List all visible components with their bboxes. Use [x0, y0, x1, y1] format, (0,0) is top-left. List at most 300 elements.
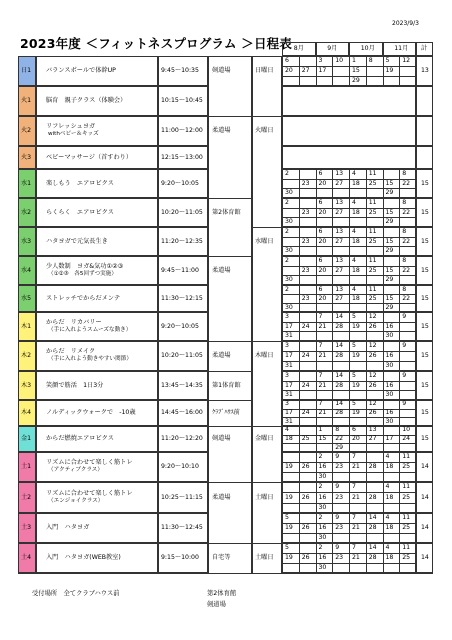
session-date: 19 [385, 67, 394, 74]
session-date: 27 [368, 435, 377, 442]
session-date: 25 [402, 524, 411, 531]
calendar-col-line [349, 227, 350, 256]
calendar-col-line [349, 256, 350, 285]
session-date: 8 [402, 198, 407, 206]
session-date: 21 [352, 493, 360, 501]
calendar-col-line [399, 452, 400, 482]
calendar-col-line [349, 371, 350, 400]
session-date: 14 [335, 312, 344, 320]
session-date: 16 [385, 322, 394, 330]
session-date: 9 [335, 483, 340, 491]
calendar-col-line [332, 341, 333, 371]
session-date: 14 [368, 514, 377, 521]
session-date: 2 [318, 544, 323, 551]
session-date: 25 [368, 294, 377, 302]
session-date: 2 [285, 198, 289, 206]
calendar-col-line [299, 169, 300, 198]
session-total: 14 [421, 463, 429, 470]
calendar-col-line [316, 400, 317, 426]
page-title: 2023年度 ＜フィットネスプログラム ＞日程表 [20, 36, 293, 51]
session-date: 2 [318, 483, 323, 491]
program-weekday: 金曜日 [255, 435, 274, 442]
session-date: 29 [385, 303, 394, 311]
calendar-col-line [332, 371, 333, 400]
session-date: 3 [285, 342, 289, 349]
calendar-col-line [299, 543, 300, 573]
calendar-col-line [316, 285, 317, 312]
calendar-col-line [399, 198, 400, 227]
session-date: 16 [385, 352, 394, 359]
session-date: 16 [318, 554, 327, 561]
program-note: （①②③ 各5回ずつ実施） [48, 270, 117, 277]
session-date: 24 [301, 322, 310, 330]
session-date: 13 [335, 169, 344, 177]
session-date: 5 [285, 544, 289, 551]
calendar-col-line [366, 285, 367, 312]
calendar-col-line [366, 312, 367, 341]
session-date: 28 [368, 554, 377, 561]
day-code: 水2 [21, 208, 32, 216]
session-date: 7 [352, 514, 356, 521]
calendar-col-line [366, 400, 367, 426]
session-date: 23 [335, 554, 344, 561]
session-date: 18 [352, 294, 360, 302]
calendar-col-line [399, 312, 400, 341]
session-date: 11 [368, 169, 377, 177]
session-date: 31 [285, 332, 293, 340]
session-total: 14 [421, 493, 429, 501]
program-name: らくらく エアロビクス [46, 208, 114, 216]
session-date: 15 [385, 294, 394, 302]
calendar-col-line [316, 371, 317, 400]
session-date: 24 [301, 409, 310, 416]
weekday-cell [252, 256, 282, 285]
calendar-col-line [349, 341, 350, 371]
session-date: 2 [285, 169, 289, 177]
weekday-cell [252, 452, 282, 482]
session-date: 29 [352, 77, 360, 84]
day-code: 木1 [21, 322, 32, 330]
calendar-cell [282, 146, 416, 169]
session-date: 19 [285, 554, 293, 561]
session-date: 5 [352, 342, 356, 349]
session-date: 21 [318, 409, 327, 416]
session-date: 20 [285, 67, 293, 74]
session-total: 13 [421, 67, 429, 74]
session-date: 8 [402, 227, 407, 235]
session-date: 7 [352, 483, 356, 491]
day-code: 土4 [21, 554, 32, 561]
calendar-col-line [316, 312, 317, 341]
session-date: 15 [318, 435, 327, 442]
program-time: 11:30～12:45 [161, 524, 203, 531]
session-date: 28 [368, 493, 377, 501]
calendar-col-line [299, 482, 300, 513]
program-name: 脳育 親子クラス（体験会） [46, 97, 127, 104]
session-date: 30 [285, 218, 293, 226]
day-code: 木4 [21, 409, 32, 416]
calendar-col-line [332, 482, 333, 513]
session-date: 20 [352, 435, 360, 442]
program-name: 笑顔で筋活 1日3分 [46, 381, 104, 389]
program-time: 10:25～11:15 [161, 493, 203, 501]
session-total: 15 [421, 294, 429, 302]
session-date: 9 [402, 342, 407, 349]
session-date: 6 [285, 57, 289, 64]
program-place: 第1体育館 [212, 381, 241, 389]
session-date: 19 [285, 493, 293, 501]
session-total: 15 [421, 352, 429, 359]
program-name: リズムに合わせて楽しく筋トレ [46, 459, 133, 466]
calendar-col-line [299, 426, 300, 452]
month-label: 9月 [327, 45, 338, 52]
day-code: 水1 [21, 179, 32, 187]
weekday-cell [252, 198, 282, 227]
schedule-table [18, 42, 433, 573]
program-place: 剣道場 [212, 435, 231, 442]
program-name: ハタヨガで元気長生き [46, 237, 108, 245]
session-date: 11 [402, 483, 411, 491]
session-date: 14 [335, 371, 344, 379]
month-label: 10月 [360, 45, 375, 52]
calendar-col-line [299, 513, 300, 543]
program-time: 9:20～10:05 [161, 322, 199, 330]
calendar-col-line [399, 285, 400, 312]
program-time: 11:00～12:00 [161, 127, 203, 134]
program-name: リフレッシュヨガ [46, 123, 96, 130]
calendar-col-line [316, 482, 317, 513]
session-date: 8 [335, 426, 340, 434]
program-name: リズムに合わせて楽しく筋トレ [46, 489, 133, 497]
calendar-col-line [349, 169, 350, 198]
calendar-col-line [399, 543, 400, 573]
calendar-col-line [383, 371, 384, 400]
session-date: 26 [368, 409, 377, 416]
session-date: 13 [335, 256, 344, 264]
session-date: 2 [285, 256, 289, 264]
program-time: 9:20～10:05 [161, 179, 199, 187]
weekday-cell [252, 86, 282, 116]
calendar-col-line [332, 198, 333, 227]
session-date: 8 [368, 57, 373, 64]
session-date: 15 [385, 208, 394, 216]
session-date: 29 [385, 247, 394, 255]
program-name: からだ燃焼エアロビクス [46, 435, 114, 442]
calendar-col-line [383, 341, 384, 371]
calendar-col-line [383, 256, 384, 285]
calendar-col-line [332, 227, 333, 256]
calendar-col-line [332, 513, 333, 543]
program-note: （手に入れようスムーズな動き） [48, 326, 132, 333]
total-cell [416, 86, 433, 116]
session-date: 30 [285, 276, 293, 284]
session-date: 22 [402, 237, 411, 245]
session-date: 13 [368, 426, 377, 434]
session-date: 10 [402, 426, 411, 434]
calendar-col-line [349, 543, 350, 573]
session-date: 22 [402, 266, 411, 274]
session-date: 27 [335, 237, 344, 245]
calendar-col-line [366, 513, 367, 543]
session-date: 14 [335, 400, 344, 408]
session-date: 19 [352, 409, 360, 416]
session-date: 19 [352, 352, 360, 359]
session-date: 1 [318, 426, 323, 434]
session-total: 15 [421, 381, 429, 389]
calendar-col-line [332, 400, 333, 426]
session-date: 18 [352, 266, 360, 274]
calendar-col-line [299, 400, 300, 426]
program-note: （アクティブクラス） [48, 467, 103, 473]
session-date: 11 [402, 453, 411, 460]
session-date: 18 [385, 524, 394, 531]
session-date: 23 [301, 208, 310, 216]
day-code: 火2 [21, 127, 32, 134]
program-place: 柔道場 [212, 266, 231, 274]
session-date: 20 [318, 179, 327, 187]
session-date: 16 [318, 524, 327, 531]
calendar-col-line [399, 426, 400, 452]
session-date: 23 [335, 524, 344, 531]
calendar-col-line [316, 227, 317, 256]
session-date: 12 [368, 312, 377, 320]
session-date: 13 [335, 227, 344, 235]
session-date: 25 [368, 237, 377, 245]
program-name: 入門 ハタヨガ [46, 524, 90, 531]
session-date: 29 [335, 443, 344, 451]
program-time: 9:45～10:35 [161, 67, 199, 74]
session-date: 4 [385, 483, 390, 491]
session-date: 6 [318, 285, 323, 293]
day-code: 日1 [21, 67, 32, 74]
calendar-col-line [299, 371, 300, 400]
calendar-col-line [316, 543, 317, 573]
session-date: 14 [335, 342, 344, 349]
calendar-col-line [399, 371, 400, 400]
session-date: 22 [335, 435, 344, 442]
calendar-col-line [383, 513, 384, 543]
session-date: 5 [285, 514, 289, 521]
session-date: 11 [402, 544, 411, 551]
calendar-col-line [366, 227, 367, 256]
session-date: 21 [318, 381, 327, 389]
program-place: 自宅等 [212, 554, 231, 561]
session-date: 23 [335, 463, 344, 470]
calendar-col-line [316, 56, 317, 86]
program-name: ストレッチでからだメンテ [46, 294, 121, 302]
program-name: バランスボールで体幹UP [46, 67, 116, 74]
session-date: 2 [285, 227, 289, 235]
session-date: 18 [385, 554, 394, 561]
place-cell [208, 169, 252, 198]
session-date: 26 [301, 524, 310, 531]
session-date: 25 [402, 463, 411, 470]
calendar-col-line [383, 452, 384, 482]
session-date: 16 [318, 463, 327, 470]
calendar-col-line [332, 312, 333, 341]
session-date: 26 [301, 554, 310, 561]
calendar-col-line [316, 169, 317, 198]
program-name: からだ リカバリー [46, 318, 102, 326]
program-time: 13:45～14:35 [161, 381, 203, 389]
session-date: 11 [368, 256, 377, 264]
session-date: 23 [301, 237, 310, 245]
weekday-cell [252, 285, 282, 312]
session-date: 2 [318, 514, 323, 521]
session-date: 9 [335, 544, 340, 551]
calendar-col-line [399, 56, 400, 86]
session-date: 4 [352, 256, 356, 264]
session-date: 6 [318, 256, 323, 264]
session-date: 20 [318, 266, 327, 274]
calendar-col-line [316, 341, 317, 371]
issue-date: 2023/9/3 [392, 20, 419, 27]
session-date: 19 [352, 322, 360, 330]
session-date: 30 [318, 473, 327, 480]
place-cell [208, 227, 252, 256]
session-date: 6 [352, 426, 356, 434]
session-date: 27 [335, 179, 344, 187]
session-date: 17 [285, 381, 293, 389]
session-total: 15 [421, 435, 429, 442]
calendar-col-line [332, 256, 333, 285]
session-date: 12 [368, 342, 377, 349]
program-place: 第2体育館 [212, 208, 241, 216]
program-note: withベビー＆キッズ [48, 131, 99, 137]
session-date: 24 [301, 352, 310, 359]
session-date: 2 [285, 285, 289, 293]
weekday-cell [252, 371, 282, 400]
calendar-col-line [299, 56, 300, 86]
day-code: 金1 [21, 435, 32, 442]
session-total: 15 [421, 179, 429, 187]
session-date: 7 [318, 342, 323, 349]
calendar-col-line [316, 452, 317, 482]
program-time: 14:45～16:00 [161, 409, 203, 416]
session-date: 19 [352, 381, 360, 389]
session-date: 18 [352, 208, 360, 216]
table-bottom-line [18, 573, 433, 574]
calendar-col-line [349, 56, 350, 86]
day-code: 火3 [21, 153, 32, 161]
session-date: 28 [335, 352, 344, 359]
calendar-col-line [332, 56, 333, 86]
calendar-col-line [299, 227, 300, 256]
session-date: 11 [368, 198, 377, 206]
session-date: 27 [335, 266, 344, 274]
calendar-col-line [349, 426, 350, 452]
session-date: 8 [402, 256, 407, 264]
program-time: 10:15～10:45 [161, 97, 203, 104]
program-weekday: 木曜日 [255, 352, 274, 359]
program-name: 少人数制 ヨガ&気功①②③ [46, 262, 124, 270]
total-cell [416, 116, 433, 146]
session-total: 14 [421, 524, 429, 531]
program-time: 10:20～11:05 [161, 352, 203, 359]
calendar-col-line [366, 452, 367, 482]
program-time: 12:15～13:00 [161, 153, 203, 161]
session-date: 13 [335, 285, 344, 293]
session-date: 11 [368, 227, 377, 235]
calendar-col-line [349, 482, 350, 513]
session-date: 21 [318, 352, 327, 359]
calendar-col-line [366, 256, 367, 285]
session-date: 4 [352, 285, 356, 293]
session-date: 30 [385, 417, 394, 425]
weekday-cell [252, 513, 282, 543]
day-code: 木2 [21, 352, 32, 359]
program-place: 柔道場 [212, 127, 231, 134]
session-date: 9 [402, 400, 407, 408]
calendar-col-line [299, 341, 300, 371]
calendar-col-line [332, 452, 333, 482]
calendar-cell [282, 116, 416, 146]
session-date: 10 [335, 57, 344, 64]
calendar-col-line [316, 513, 317, 543]
calendar-col-line [399, 400, 400, 426]
calendar-col-line [383, 312, 384, 341]
session-date: 8 [402, 169, 407, 177]
session-date: 6 [318, 227, 323, 235]
session-date: 3 [318, 57, 323, 64]
session-date: 1 [352, 57, 356, 64]
session-date: 8 [402, 285, 407, 293]
day-code: 火1 [21, 97, 32, 104]
day-code: 水3 [21, 237, 32, 245]
session-date: 23 [301, 266, 310, 274]
session-date: 30 [318, 503, 327, 511]
calendar-col-line [349, 285, 350, 312]
session-date: 29 [385, 189, 394, 197]
program-name: からだ リメイク [46, 348, 96, 355]
day-code: 土3 [21, 524, 32, 531]
calendar-col-line [383, 482, 384, 513]
session-date: 30 [318, 534, 327, 541]
weekday-cell [252, 146, 282, 169]
session-date: 17 [318, 67, 327, 74]
session-date: 28 [335, 322, 344, 330]
session-date: 15 [385, 237, 394, 245]
program-name: ノルディックウォークで -10歳 [46, 409, 136, 416]
session-date: 5 [352, 400, 356, 408]
session-date: 3 [285, 371, 289, 379]
calendar-col-line [383, 227, 384, 256]
session-date: 25 [368, 208, 377, 216]
place-cell [208, 312, 252, 341]
session-date: 6 [318, 198, 323, 206]
session-date: 25 [301, 435, 310, 442]
session-date: 7 [352, 544, 356, 551]
calendar-col-line [366, 371, 367, 400]
calendar-col-line [399, 482, 400, 513]
day-code: 水5 [21, 294, 32, 302]
program-weekday: 水曜日 [255, 237, 274, 245]
session-total: 15 [421, 322, 429, 330]
weekday-cell [252, 312, 282, 341]
session-date: 17 [285, 322, 293, 330]
program-time: 11:20～12:35 [161, 237, 203, 245]
program-place: ｸﾗﾌﾞﾊｳｽ前 [212, 409, 240, 416]
calendar-col-line [316, 426, 317, 452]
footer-venue-1: 第2体育館 [207, 590, 237, 597]
program-time: 10:20～11:05 [161, 208, 203, 216]
session-date: 26 [301, 493, 310, 501]
program-place: 剣道場 [212, 67, 231, 74]
program-weekday: 火曜日 [255, 127, 274, 134]
session-date: 31 [285, 417, 293, 425]
session-date: 17 [285, 409, 293, 416]
session-date: 19 [285, 463, 293, 470]
